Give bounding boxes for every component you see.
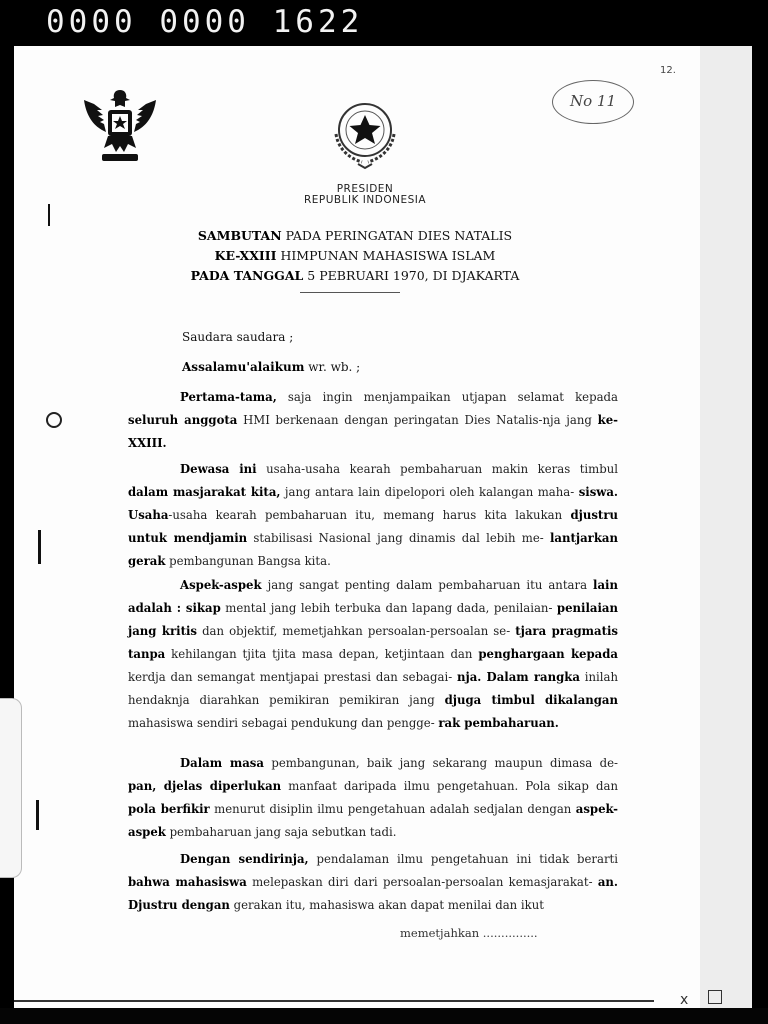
punch-hole [46,412,62,428]
corner-x-mark: x [680,992,689,1008]
garuda-emblem-icon [78,86,162,168]
page-margin-shadow [700,46,752,1008]
corner-box-mark [708,990,722,1004]
film-code: 0000 0000 1622 [46,4,364,40]
letterhead-line: PRESIDEN [336,183,394,195]
paragraph-3: Aspek-aspek jang sangat penting dalam pembaharuan itu antara lain adalah : sikap mental jang lebih terbuka dan lapang dada, penilaian- penilaian jang kritis dan objektif, memetjahkan persoalan-persoalan se- tjara pragmatis tanpa kehilangan tjita tjita masa depan, ketjintaan dan penghargaan kepada kerdja dan semangat mentjapai prestasi dan sebagai- nja. Dalam rangka inilah hendaknja diarahkan pemikiran pemikiran jang djuga timbul dikalangan mahasiswa sendiri sebagai pendukung dan pengge- rak pembaharuan. [128,578,619,730]
film-header [0,0,768,46]
title-underline [300,292,400,293]
film-footer [0,1008,768,1024]
salutation-line-1: Saudara saudara ; [182,330,294,344]
letterhead-line: REPUBLIK INDONESIA [303,194,427,206]
continuation-catchword: memetjahkan ............... [400,926,538,940]
page-number: 12. [660,65,676,76]
title-line-1: SAMBUTAN PADA PERINGATAN DIES NATALIS [197,228,513,243]
paragraph-1: Pertama-tama, saja ingin menjampaikan utjapan selamat kepada seluruh anggota HMI berkenaan dengan peringatan Dies Natalis-nja jang ke-XXIII. [128,390,618,450]
paragraph-4: Dalam masa pembangunan, baik jang sekarang maupun dimasa de- pan, djelas diperlukan manfaat daripada ilmu pengetahuan. Pola sikap dan pola berfikir menurut disiplin ilmu pengetahuan adalah sedjalan dengan aspek-aspek pembaharuan jang saja sebutkan tadi. [128,756,619,839]
binder-clip [0,698,22,878]
letterhead [260,184,470,206]
scan-mark [38,530,41,564]
presidential-seal-icon [322,90,408,172]
paragraph-5: Dengan sendirinja, pendalaman ilmu pengetahuan ini tidak berarti bahwa mahasiswa melepaskan diri dari persoalan-persoalan kemasjarakat- an. Djustru dengan gerakan itu, mahasiswa akan dapat menilai dan ikut [128,852,618,912]
salutation-line-2: Assalamu'alaikum wr. wb. ; [182,360,361,374]
speech-title [150,226,560,286]
scan-mark [14,1000,654,1002]
scan-mark [36,800,39,830]
title-line-3: PADA TANGGAL 5 PEBRUARI 1970, DI DJAKARTA [190,268,520,283]
paragraph-2: Dewasa ini usaha-usaha kearah pembaharuan makin keras timbul dalam masjarakat kita, jang antara lain dipelopori oleh kalangan maha- siswa. Usaha-usaha kearah pembaharuan itu, memang harus kita lakukan djustru untuk mendjamin stabilisasi Nasional jang dinamis dal lebih me- lantjarkan gerak pembangunan Bangsa kita. [128,462,619,568]
handwritten-note: No 11 [552,80,634,124]
scan-mark [48,204,50,226]
title-line-2: KE-XXIII HIMPUNAN MAHASISWA ISLAM [214,248,496,263]
